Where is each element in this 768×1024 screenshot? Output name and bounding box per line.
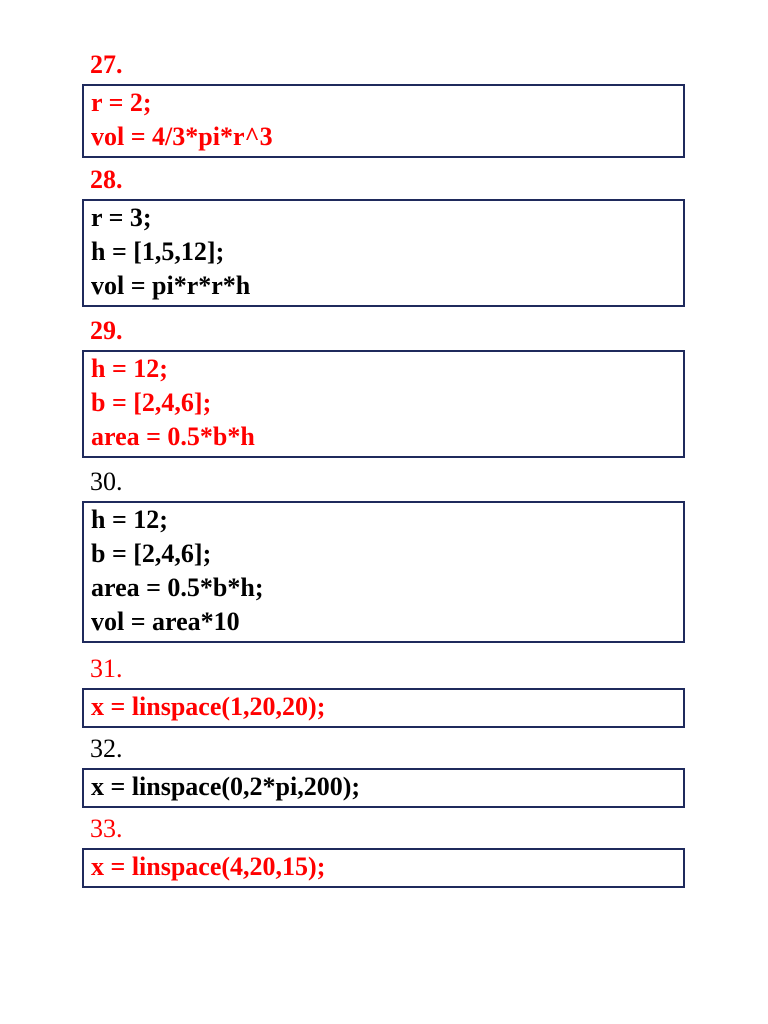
code-line: h = [1,5,12]; <box>91 237 225 266</box>
code-box <box>82 768 685 808</box>
exercise-number: 31. <box>90 654 123 683</box>
exercise-number: 27. <box>90 50 123 79</box>
exercise-number: 29. <box>90 316 123 345</box>
code-line: vol = 4/3*pi*r^3 <box>91 122 273 151</box>
code-line: area = 0.5*b*h; <box>91 573 264 602</box>
code-line: area = 0.5*b*h <box>91 422 255 451</box>
code-box <box>82 199 685 307</box>
code-line: x = linspace(0,2*pi,200); <box>91 772 361 801</box>
code-box <box>82 350 685 458</box>
code-line: h = 12; <box>91 354 168 383</box>
code-line: b = [2,4,6]; <box>91 388 212 417</box>
code-line: r = 2; <box>91 88 152 117</box>
exercise-number: 30. <box>90 467 123 496</box>
code-box <box>82 848 685 888</box>
exercise-number: 33. <box>90 814 123 843</box>
code-line: h = 12; <box>91 505 168 534</box>
code-line: vol = pi*r*r*h <box>91 271 251 300</box>
code-box <box>82 688 685 728</box>
code-line: b = [2,4,6]; <box>91 539 212 568</box>
code-line: r = 3; <box>91 203 152 232</box>
code-box <box>82 501 685 643</box>
code-box <box>82 84 685 158</box>
code-line: x = linspace(1,20,20); <box>91 692 326 721</box>
code-line: vol = area*10 <box>91 607 240 636</box>
code-line: x = linspace(4,20,15); <box>91 852 326 881</box>
exercise-number: 32. <box>90 734 123 763</box>
exercise-number: 28. <box>90 165 123 194</box>
